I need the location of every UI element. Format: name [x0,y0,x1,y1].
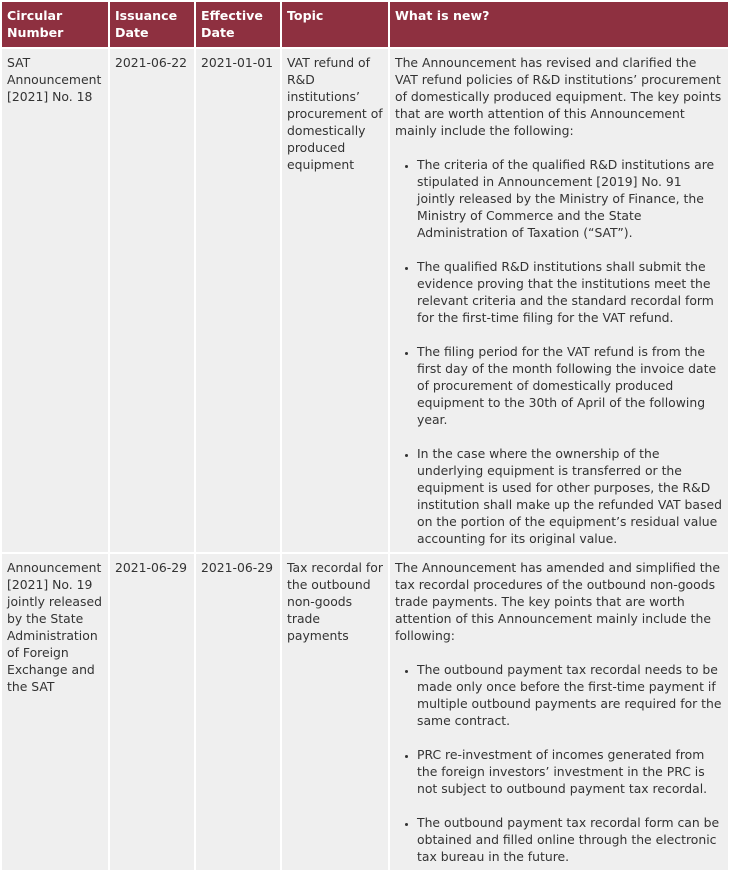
issuance-date-cell: 2021-06-29 [110,554,194,870]
header-circular-number: Circular Number [2,2,108,47]
what-is-new-cell [390,49,728,552]
key-points-list [395,661,723,865]
effective-date-cell: 2021-06-29 [196,554,280,870]
circular-number-cell: SAT Announcement [2021] No. 18 [2,49,108,552]
what-is-new-cell [390,554,728,870]
issuance-date-cell: 2021-06-22 [110,49,194,552]
list-item: • The qualified R&D institutions shall submit the evidence proving that the institutions meet the relevant criteria and the standard recordal form for the first-time filing for the VAT refund. [417,258,723,326]
header-row [2,2,728,47]
header-effective-date: Effective Date [196,2,280,47]
list-item: • The outbound payment tax recordal needs to be made only once before the first-time payment if multiple outbound payments are required for the same contract. [417,661,723,729]
header-topic: Topic [282,2,388,47]
summary-text: The Announcement has revised and clarified the VAT refund policies of R&D institutions’ procurement of domestically produced equipment. The key points that are worth attention of this Announcement mainly include the following: [395,55,722,138]
key-points-list [395,156,723,547]
list-item: • The criteria of the qualified R&D institutions are stipulated in Announcement [2019] No. 91 jointly released by the Ministry of Finance, the Ministry of Commerce and the State Administration of Taxation (“SAT”). [417,156,723,241]
topic-cell: VAT refund of R&D institutions’ procurement of domestically produced equipment [282,49,388,552]
table-row [2,554,728,870]
list-item: • The filing period for the VAT refund is from the first day of the month following the invoice date of procurement of domestically produced equipment to the 30th of April of the following year. [417,343,723,428]
effective-date-cell: 2021-01-01 [196,49,280,552]
list-item: • PRC re-investment of incomes generated from the foreign investors’ investment in the PRC is not subject to outbound payment tax recordal. [417,746,723,797]
table-row [2,49,728,552]
circular-number-cell: Announcement [2021] No. 19 jointly released by the State Administration of Foreign Exchange and the SAT [2,554,108,870]
list-item: • In the case where the ownership of the underlying equipment is transferred or the equipment is used for other purposes, the R&D institution shall make up the refunded VAT based on the portion of the equipment’s residual value accounting for its original value. [417,445,723,547]
header-what-is-new: What is new? [390,2,728,47]
list-item: • The outbound payment tax recordal form can be obtained and filled online through the electronic tax bureau in the future. [417,814,723,865]
header-issuance-date: Issuance Date [110,2,194,47]
topic-cell: Tax recordal for the outbound non-goods trade payments [282,554,388,870]
summary-text: The Announcement has amended and simplified the tax recordal procedures of the outbound non-goods trade payments. The key points that are worth attention of this Announcement mainly include the following: [395,560,721,643]
